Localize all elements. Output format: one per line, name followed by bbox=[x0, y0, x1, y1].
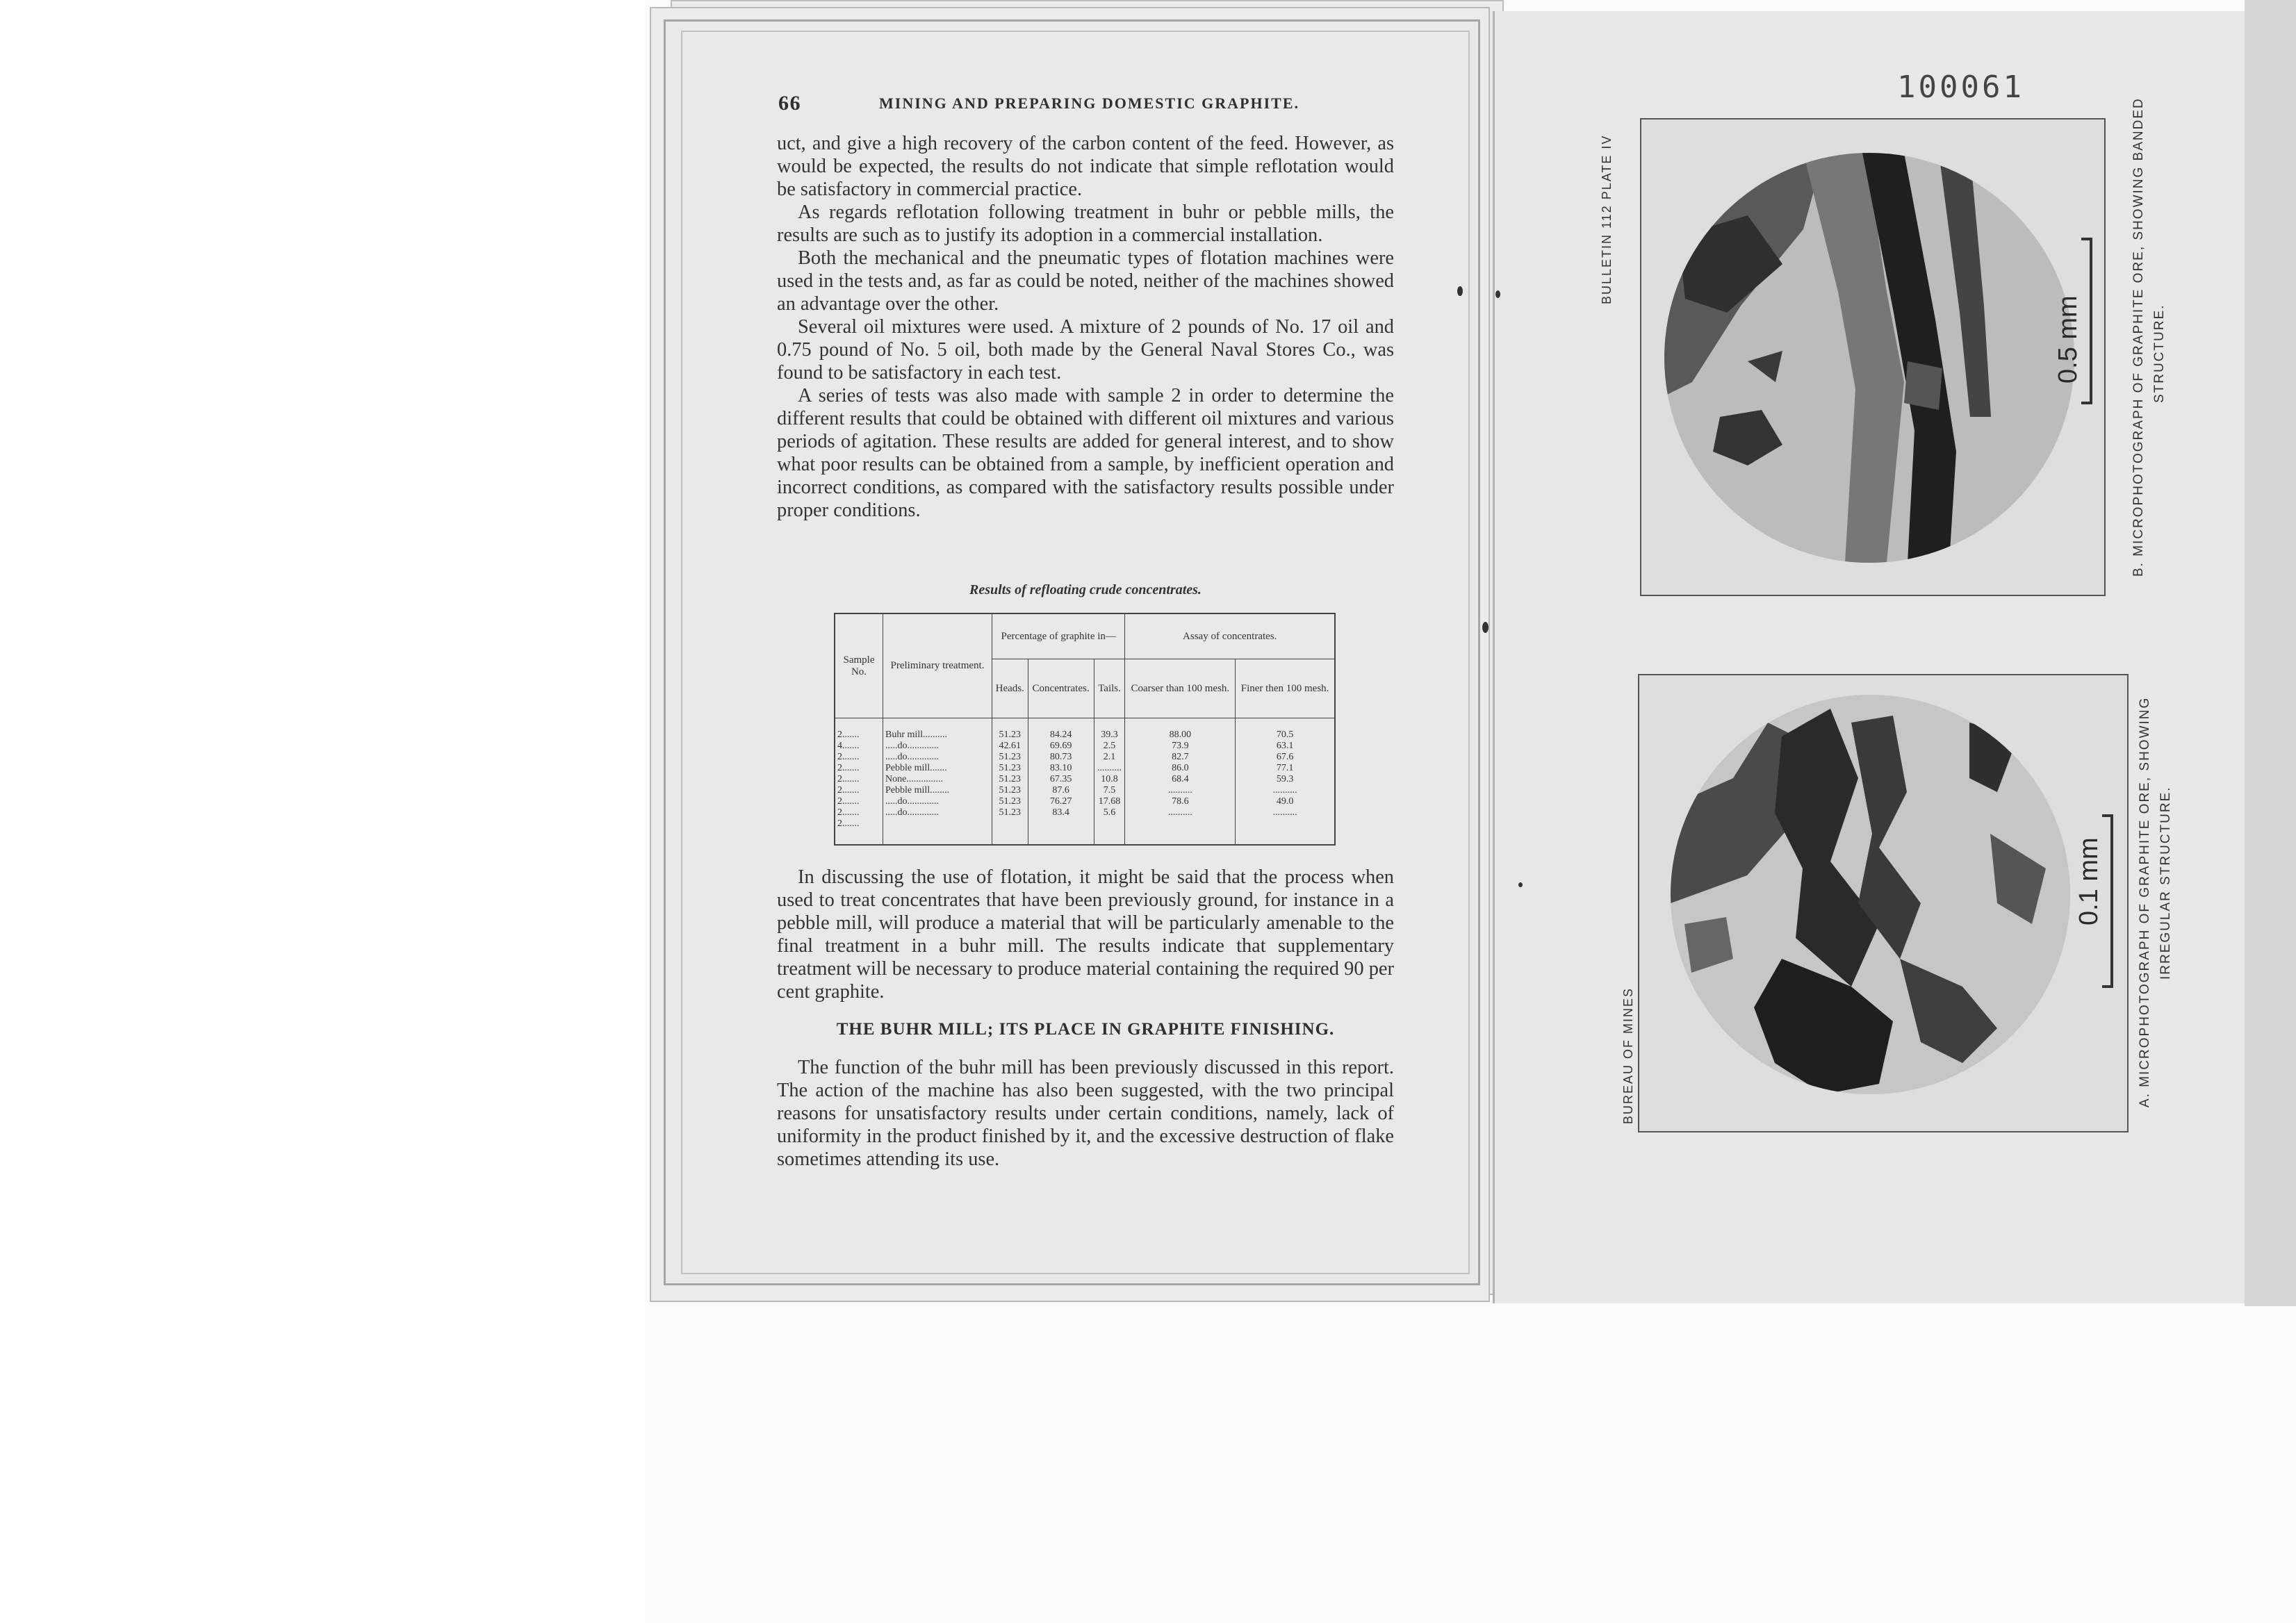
header-treatment: Preliminary treatment. bbox=[883, 613, 992, 718]
scale-label-b: 0.5 mm bbox=[2053, 295, 2083, 384]
scale-tick bbox=[2081, 238, 2091, 240]
column-tails: 39.3 2.5 2.1 .......... 10.8 7.5 17.68 5.6 bbox=[1094, 718, 1125, 846]
header-finer: Finer then 100 mesh. bbox=[1236, 659, 1335, 718]
header-coarser: Coarser than 100 mesh. bbox=[1125, 659, 1236, 718]
paragraph: A series of tests was also made with sample 2 in order to determine the different results that could be obtained with different oil mixtures and various periods of agitation. These results are added for general interest, and to show what poor results can be obtained from a sample, by inefficient operation and incorrect conditions, as compared with the satisfactory results possible under proper conditions. bbox=[777, 385, 1394, 521]
plate-a-frame bbox=[1638, 674, 2129, 1132]
publisher-label: BUREAU OF MINES bbox=[1621, 987, 1635, 1124]
micrograph-a bbox=[1671, 695, 2070, 1094]
scale-tick bbox=[2102, 814, 2112, 817]
micrograph-b-image bbox=[1664, 153, 2074, 563]
header-tails: Tails. bbox=[1094, 659, 1125, 718]
header-concentrates: Concentrates. bbox=[1028, 659, 1094, 718]
results-table bbox=[834, 613, 1336, 846]
header-assay-group: Assay of concentrates. bbox=[1125, 613, 1335, 659]
column-heads: 51.23 42.61 51.23 51.23 51.23 51.23 51.23 51.23 bbox=[992, 718, 1028, 846]
scale-label-a: 0.1 mm bbox=[2074, 837, 2104, 925]
header-percentage-group: Percentage of graphite in— bbox=[992, 613, 1125, 659]
paragraph: The function of the buhr mill has been previously discussed in this report. The action of the machine has also been suggested, with the two principal reasons for unsatisfactory results under certain conditions, namely, lack of uniformity in the product finished by it, and the excessive destruction of flake sometimes attending its use. bbox=[777, 1057, 1394, 1170]
scale-tick bbox=[2102, 985, 2112, 988]
caption-b-line2: STRUCTURE. bbox=[2152, 304, 2167, 403]
column-treatment: Buhr mill.......... .....do............. .....do............. Pebble mill....... None............... Pebble mill........ .....do............. .....do............. bbox=[883, 718, 992, 846]
running-head: MINING AND PREPARING DOMESTIC GRAPHITE. bbox=[879, 94, 1300, 112]
micrograph-b bbox=[1664, 153, 2074, 563]
column-concentrates: 84.24 69.69 80.73 83.10 67.35 87.6 76.27 83.4 bbox=[1028, 718, 1094, 846]
caption-a-line2: IRREGULAR STRUCTURE. bbox=[2158, 786, 2173, 980]
header-sample: Sample No. bbox=[835, 613, 883, 718]
micrograph-a-image bbox=[1671, 695, 2070, 1094]
paragraph: Several oil mixtures were used. A mixture of 2 pounds of No. 17 oil and 0.75 pound of No. 5 oil, both made by the General Naval Stores Co., was found to be satisfactory in each test. bbox=[777, 316, 1394, 384]
binding-hole bbox=[1482, 622, 1489, 633]
stamp-number: 100061 bbox=[1897, 69, 2024, 105]
plate-header: BULLETIN 112 PLATE IV bbox=[1600, 134, 1614, 304]
paragraph: In discussing the use of flotation, it might be said that the process when used to treat concentrates that have been previously ground, for instance in a pebble mill, will produce a material that will be particularly amenable to the final treatment in a buhr mill. The results indicate that supplementary treatment will be necessary to produce material containing the required 90 per cent graphite. bbox=[777, 866, 1394, 1003]
header-heads: Heads. bbox=[992, 659, 1028, 718]
table-caption: Results of refloating crude concentrates. bbox=[969, 582, 1202, 598]
column-finer: 70.5 63.1 67.6 77.1 59.3 .......... 49.0 .......... bbox=[1236, 718, 1335, 846]
paragraph: Both the mechanical and the pneumatic types of flotation machines were used in the tests and, as far as could be noted, neither of the machines showed an advantage over the other. bbox=[777, 247, 1394, 315]
binding-hole bbox=[1495, 290, 1500, 298]
caption-b-line1: B. MICROPHOTOGRAPH OF GRAPHITE ORE, SHOWING BANDED bbox=[2131, 97, 2146, 577]
page-number: 66 bbox=[778, 92, 801, 115]
scale-bar-a bbox=[2110, 814, 2113, 988]
paragraph: uct, and give a high recovery of the carbon content of the feed. However, as would be expected, the results do not indicate that simple reflotation would be satisfactory in commercial practice. bbox=[777, 133, 1394, 200]
column-sample: 2....... 4....... 2....... 2....... 2....... 2....... 2....... 2....... 2....... bbox=[835, 718, 883, 846]
paragraph: As regards reflotation following treatment in buhr or pebble mills, the results are such as to justify its adoption in a commercial installation. bbox=[777, 201, 1394, 246]
caption-a-line1: A. MICROPHOTOGRAPH OF GRAPHITE ORE, SHOWING bbox=[2138, 696, 2152, 1107]
binding-hole bbox=[1518, 882, 1523, 887]
binding-hole bbox=[1457, 286, 1463, 296]
column-coarser: 88.00 73.9 82.7 86.0 68.4 .......... 78.6 .......... bbox=[1125, 718, 1236, 846]
body-text-top bbox=[777, 132, 1394, 522]
scale-bar-b bbox=[2090, 238, 2092, 404]
page-edge-shadow bbox=[2245, 0, 2296, 1306]
scan-background bbox=[0, 0, 645, 1623]
plate-b-frame bbox=[1640, 118, 2106, 596]
scale-tick bbox=[2081, 402, 2091, 404]
section-heading: THE BUHR MILL; ITS PLACE IN GRAPHITE FINISHING. bbox=[836, 1020, 1335, 1039]
